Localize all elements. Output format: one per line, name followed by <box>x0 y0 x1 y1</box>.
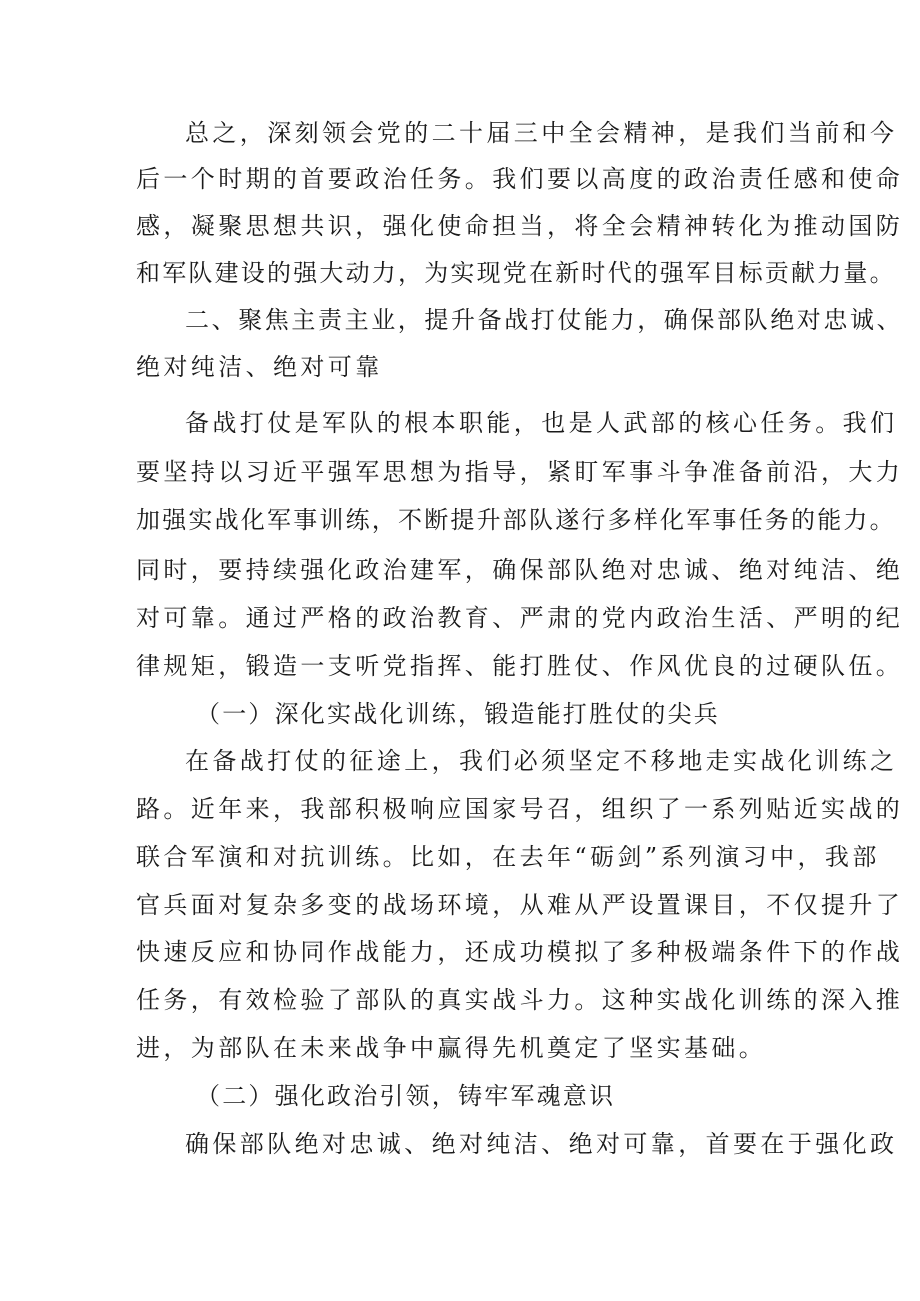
paragraph-combat-line-6: 律规矩，锻造一支听党指挥、能打胜仗、作风优良的过硬队伍。 <box>136 652 904 680</box>
paragraph-combat-line-3: 加强实战化军事训练，不断提升部队遂行多样化军事任务的能力。 <box>136 506 896 534</box>
subheading-training: （一）深化实战化训练，锻造能打胜仗的尖兵 <box>196 700 720 728</box>
paragraph-training-line-3: 联合军演和对抗训练。比如，在去年“砺剑”系列演习中，我部 <box>136 843 880 871</box>
subheading-political: （二）强化政治引领，铸牢军魂意识 <box>196 1082 616 1110</box>
paragraph-combat-line-2: 要坚持以习近平强军思想为指导，紧盯军事斗争准备前沿，大力 <box>136 458 904 486</box>
paragraph-political-line-1: 确保部队绝对忠诚、绝对纯洁、绝对可靠，首要在于强化政 <box>185 1130 898 1158</box>
paragraph-training-line-4: 官兵面对复杂多变的战场环境，从难从严设置课目，不仅提升了 <box>136 891 904 919</box>
paragraph-training-line-6: 任务，有效检验了部队的真实战斗力。这种实战化训练的深入推 <box>136 986 904 1014</box>
paragraph-summary-line-3: 感，凝聚思想共识，强化使命担当，将全会精神转化为推动国防 <box>136 212 904 240</box>
paragraph-training-line-7: 进，为部队在未来战争中赢得先机奠定了坚实基础。 <box>136 1034 767 1062</box>
paragraph-combat-line-5: 对可靠。通过严格的政治教育、严肃的党内政治生活、严明的纪 <box>136 604 904 632</box>
paragraph-summary-line-1: 总之，深刻领会党的二十届三中全会精神，是我们当前和今 <box>185 119 898 147</box>
paragraph-combat-line-4: 同时，要持续强化政治建军，确保部队绝对忠诚、绝对纯洁、绝 <box>136 556 904 584</box>
paragraph-summary-line-4: 和军队建设的强大动力，为实现党在新时代的强军目标贡献力量。 <box>136 259 896 287</box>
paragraph-training-line-5: 快速反应和协同作战能力，还成功模拟了多种极端条件下的作战 <box>136 938 904 966</box>
section-heading-line-1: 二、聚焦主责主业，提升备战打仗能力，确保部队绝对忠诚、 <box>185 306 904 334</box>
paragraph-training-line-2: 路。近年来，我部积极响应国家号召，组织了一系列贴近实战的 <box>136 795 904 823</box>
paragraph-combat-line-1: 备战打仗是军队的根本职能，也是人武部的核心任务。我们 <box>185 409 898 437</box>
paragraph-summary-line-2: 后一个时期的首要政治任务。我们要以高度的政治责任感和使命 <box>136 165 904 193</box>
paragraph-training-line-1: 在备战打仗的征途上，我们必须坚定不移地走实战化训练之 <box>185 747 898 775</box>
section-heading-line-2: 绝对纯洁、绝对可靠 <box>136 353 383 381</box>
